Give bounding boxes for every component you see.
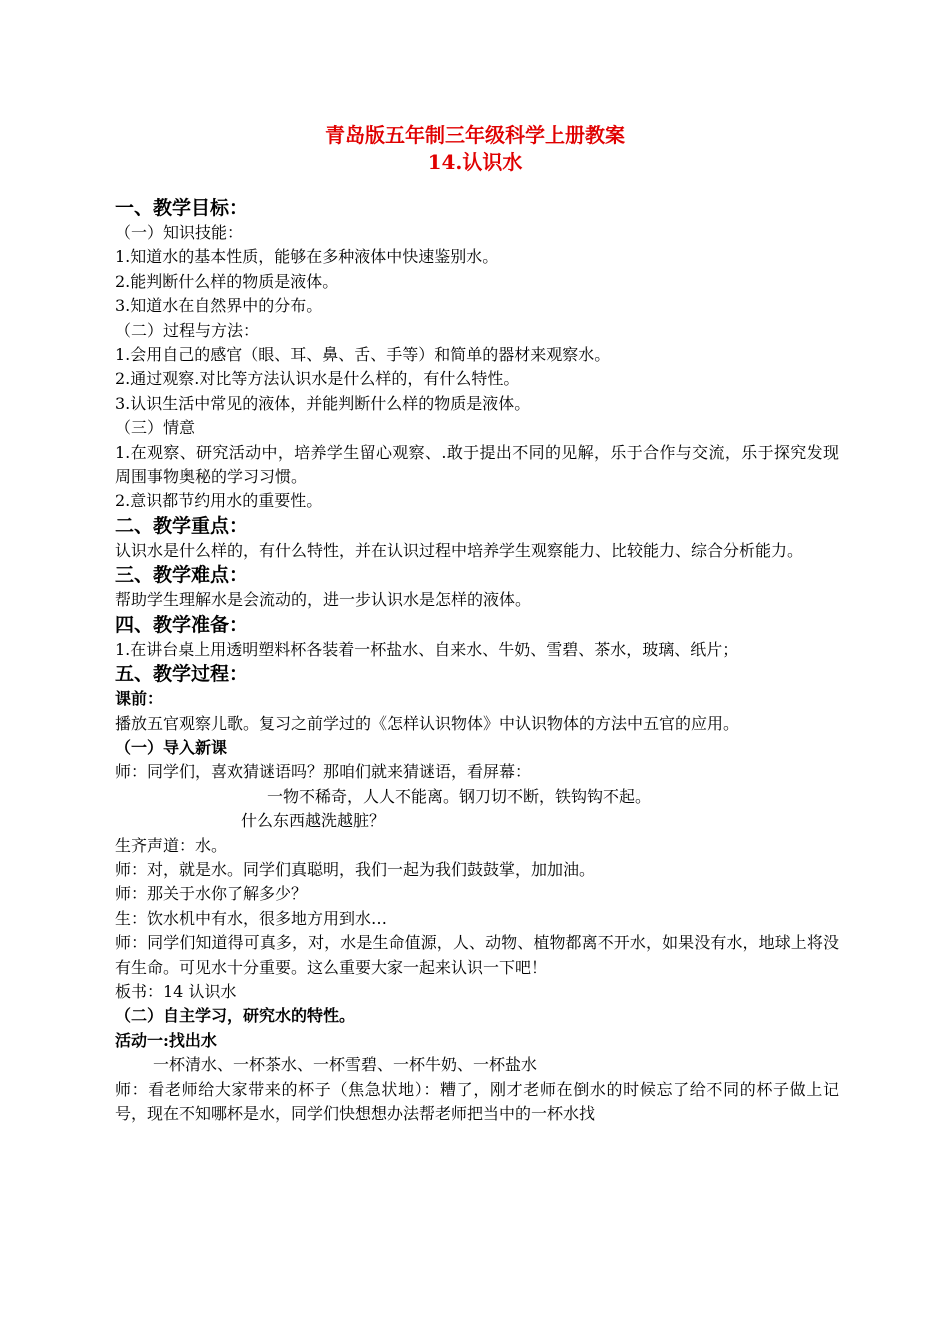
section-heading-objectives: 一、教学目标：	[115, 197, 249, 219]
dialogue-line: 生：饮水机中有水，很多地方用到水…	[115, 908, 388, 928]
riddle-line: 一物不稀奇，人人不能离。钢刀切不断，铁钩钩不起。	[267, 786, 652, 806]
activity-heading: 活动一:找出水	[115, 1030, 217, 1050]
dialogue-line: 师：同学们，喜欢猜谜语吗？那咱们就来猜谜语，看屏幕：	[115, 762, 532, 782]
dialogue-line: 师：同学们知道得可真多，对，水是生命值源，人、动物、植物都离不开水，如果没有水，地球上将没有生命。可见水十分重要。这么重要大家一起来认识一下吧！	[115, 933, 839, 977]
subsection-introduction: （一）导入新课	[115, 737, 228, 757]
cups-list: 一杯清水、一杯茶水、一杯雪碧、一杯牛奶、一杯盐水	[153, 1055, 538, 1075]
paragraph: 3.认识生活中常见的液体，并能判断什么样的物质是液体。	[115, 393, 531, 413]
dialogue-line: 师：看老师给大家带来的杯子（焦急状地）：糟了，刚才老师在倒水的时候忘了给不同的杯子做上记号，现在不知哪杯是水，同学们快想想办法帮老师把当中的一杯水找	[115, 1079, 839, 1123]
paragraph: 1.在讲台桌上用透明塑料杯各装着一杯盐水、自来水、牛奶、雪碧、茶水，玻璃、纸片；	[115, 639, 739, 659]
riddle-line: 什么东西越洗越脏？	[241, 811, 386, 831]
document-body	[115, 196, 839, 1126]
paragraph: 1.会用自己的感官（眼、耳、鼻、舌、手等）和简单的器材来观察水。	[115, 345, 611, 365]
paragraph: 2.意识都节约用水的重要性。	[115, 491, 323, 511]
section-heading-difficulties: 三、教学难点：	[115, 564, 249, 587]
section-heading-preparation: 四、教学准备：	[115, 613, 249, 636]
paragraph: 帮助学生理解水是会流动的，进一步认识水是怎样的液体。	[115, 590, 532, 610]
subsection-knowledge: （一）知识技能：	[115, 223, 244, 242]
dialogue-line: 师：那关于水你了解多少？	[115, 884, 308, 904]
lesson-title: 14.认识水	[427, 150, 523, 174]
section-heading-process: 五、教学过程：	[115, 663, 249, 686]
paragraph: 认识水是什么样的，有什么特性，并在认识过程中培养学生观察能力、比较能力、综合分析能力。	[115, 540, 804, 560]
subsection-attitude: （三）情意	[115, 418, 196, 438]
title-block	[0, 122, 950, 176]
section-heading-key-points: 二、教学重点：	[115, 514, 249, 537]
subsection-process: （二）过程与方法：	[115, 320, 260, 340]
paragraph: 2.通过观察.对比等方法认识水是什么样的，有什么特性。	[115, 369, 520, 389]
paragraph: 1.在观察、研究活动中，培养学生留心观察、.敢于提出不同的见解，乐于合作与交流，乐于探究发现周围事物奥秘的学习习惯。	[115, 442, 839, 487]
dialogue-line: 生齐声道：水。	[115, 835, 228, 855]
blackboard-note: 板书：14 认识水	[115, 981, 237, 1001]
paragraph: 2.能判断什么样的物质是液体。	[115, 271, 339, 291]
subsection-self-study: （二）自主学习，研究水的特性。	[115, 1006, 356, 1026]
paragraph: 3.知道水在自然界中的分布。	[115, 296, 323, 316]
dialogue-line: 师：对，就是水。同学们真聪明，我们一起为我们鼓鼓掌，加加油。	[115, 859, 596, 879]
document-title: 青岛版五年制三年级科学上册教案	[325, 123, 625, 147]
label-before-class: 课前：	[115, 689, 164, 709]
paragraph: 1.知道水的基本性质，能够在多种液体中快速鉴别水。	[115, 247, 499, 267]
paragraph: 播放五官观察儿歌。复习之前学过的《怎样认识物体》中认识物体的方法中五官的应用。	[115, 713, 740, 733]
